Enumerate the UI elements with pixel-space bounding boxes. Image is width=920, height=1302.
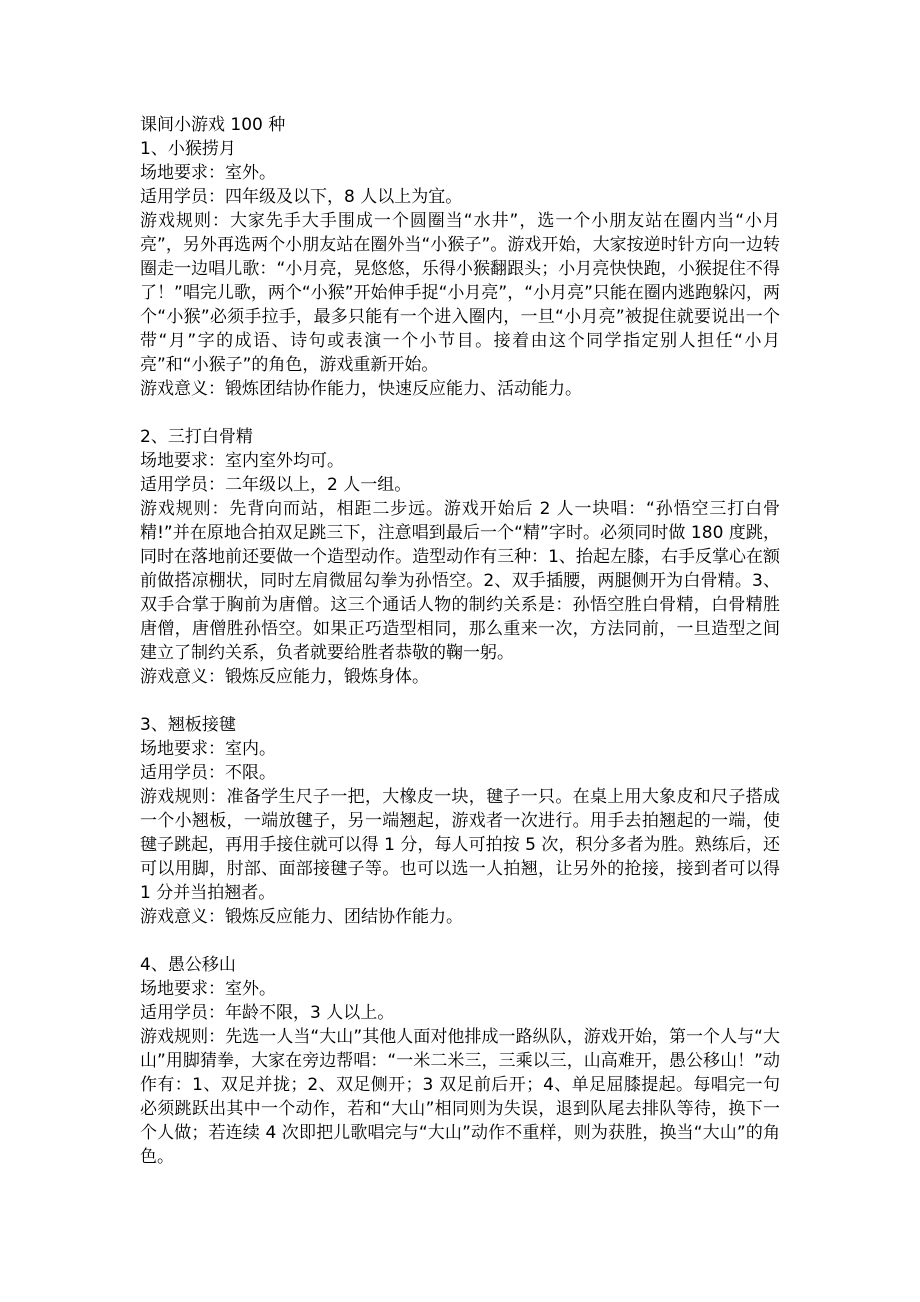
game-rules: 游戏规则：先背向而站，相距二步远。游戏开始后 2 人一块唱：“孙悟空三打白骨精!”并在原地合拍双足跳三下，注意唱到最后一个“精”字时。必须同时做 180 度跳，同时在落地前还要做一个造型动作。造型动作有三种：1、抬起左膝，右手反掌心在额前做搭凉棚状，同时左肩微屈勾拳为孙悟空。2、双手插腰，两腿侧开为白骨精。3、双手合掌于胸前为唐僧。这三个通话人物的制约关系是：孙悟空胜白骨精，白骨精胜唐僧，唐僧胜孙悟空。如果正巧造型相同，那么重来一次，方法同前，一旦造型之间建立了制约关系，负者就要给胜者恭敬的鞠一躬。 [140,499,780,663]
game-section-3 [140,713,780,929]
game-meaning: 游戏意义：锻炼团结协作能力，快速反应能力、活动能力。 [140,379,582,399]
game-heading: 4、愚公移山 [140,955,236,975]
game-students: 适用学员：年龄不限，3 人以上。 [140,1003,395,1023]
game-rules: 游戏规则：准备学生尺子一把，大橡皮一块，毽子一只。在桌上用大象皮和尺子搭成一个小翘板，一端放毽子，另一端翘起，游戏者一次进行。用手去拍翘起的一端，使毽子跳起，再用手接住就可以得 1 分，每人可拍按 5 次，积分多者为胜。熟练后，还可以用脚，肘部、面部接毽子等。也可以选一人拍翘，让另外的抢接，接到者可以得 1 分并当拍翘者。 [140,787,780,903]
game-heading: 1、小猴捞月 [140,139,236,159]
game-meaning: 游戏意义：锻炼反应能力，锻炼身体。 [140,667,429,687]
section-spacer [140,689,780,713]
game-heading: 2、三打白骨精 [140,427,253,447]
section-spacer [140,401,780,425]
document-page [140,113,780,1169]
game-heading: 3、翘板接毽 [140,715,236,735]
game-students: 适用学员：二年级以上，2 人一组。 [140,475,412,495]
game-section-4 [140,953,780,1169]
game-venue: 场地要求：室外。 [140,979,276,999]
game-students: 适用学员：四年级及以下，8 人以上为宜。 [140,187,463,207]
game-rules: 游戏规则：先选一人当“大山”其他人面对他排成一路纵队，游戏开始，第一个人与“大山”用脚猜拳，大家在旁边帮唱：“一米二米三，三乘以三，山高难开，愚公移山！”动作有：1、双足并拢；2、双足侧开；3 双足前后开；4、单足屈膝提起。每唱完一句必须跳跃出其中一个动作，若和“大山”相同则为失误，退到队尾去排队等待，换下一个人做；若连续 4 次即把儿歌唱完与“大山”动作不重样，则为获胜，换当“大山”的角色。 [140,1027,780,1167]
game-rules: 游戏规则：大家先手大手围成一个圆圈当“水井”，选一个小朋友站在圈内当“小月亮”，另外再选两个小朋友站在圈外当“小猴子”。游戏开始，大家按逆时针方向一边转圈走一边唱儿歌：“小月亮，晃悠悠，乐得小猴翻跟头；小月亮快快跑，小猴捉住不得了！”唱完儿歌，两个“小猴”开始伸手捉“小月亮”，“小月亮”只能在圈内逃跑躲闪，两个“小猴”必须手拉手，最多只能有一个进入圈内，一旦“小月亮”被捉住就要说出一个带“月”字的成语、诗句或表演一个小节目。接着由这个同学指定别人担任“小月亮”和“小猴子”的角色，游戏重新开始。 [140,211,780,375]
game-venue: 场地要求：室外。 [140,163,276,183]
game-section-2 [140,425,780,689]
game-venue: 场地要求：室内。 [140,739,276,759]
game-meaning: 游戏意义：锻炼反应能力、团结协作能力。 [140,907,463,927]
game-section-1 [140,137,780,401]
game-students: 适用学员：不限。 [140,763,276,783]
document-title: 课间小游戏 100 种 [140,115,286,135]
section-spacer [140,929,780,953]
game-venue: 场地要求：室内室外均可。 [140,451,344,471]
